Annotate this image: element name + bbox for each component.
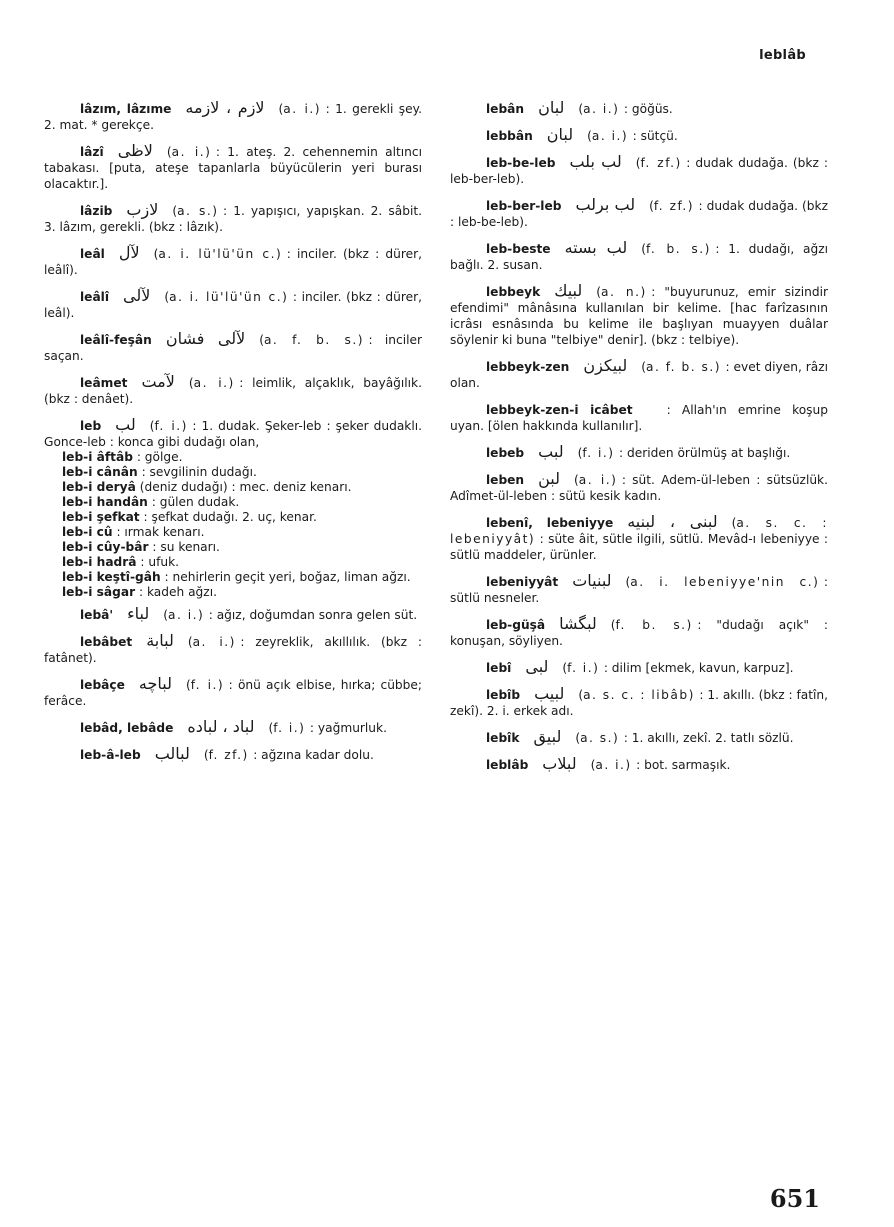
sub-definition: : ırmak kenarı. — [116, 525, 205, 539]
definition: : "dudağı açık" : konuşan, söyliyen. — [450, 618, 828, 648]
grammar-note: (a. n.) — [596, 285, 646, 299]
dictionary-entry — [450, 514, 828, 563]
arabic-spelling: لبيب — [534, 684, 565, 703]
sub-entry — [44, 570, 422, 585]
headword: lebbân — [486, 129, 533, 143]
arabic-spelling: لاظى — [117, 141, 153, 160]
headword: lebâd, lebâde — [80, 721, 174, 735]
sub-term: leb-i hadrâ — [62, 555, 137, 569]
sub-definition: : su kenarı. — [152, 540, 220, 554]
sub-entry — [44, 510, 422, 525]
headword: lâzib — [80, 204, 113, 218]
arabic-spelling: لازب — [126, 200, 159, 219]
grammar-note: (f. zf.) — [203, 748, 248, 762]
dictionary-entry — [450, 127, 828, 144]
sub-term: leb-i handân — [62, 495, 148, 509]
headword: leâl — [80, 247, 105, 261]
dictionary-entry — [450, 197, 828, 230]
sub-term: leb-i cânân — [62, 465, 138, 479]
grammar-note: (f. b. s.) — [641, 242, 710, 256]
grammar-note: (a. i. lebeniyye'nin c.) — [625, 575, 818, 589]
running-head: leblâb — [759, 48, 806, 63]
grammar-note: (a. i.) — [574, 473, 616, 487]
dictionary-entry — [450, 283, 828, 348]
definition: : Allah'ın emrine koşup uyan. [ölen hakkında kullanılır]. — [450, 403, 828, 433]
definition: : 1. dudak. Şeker-leb : şeker dudaklı. Gonce-leb : konca gibi dudağı olan, — [44, 419, 422, 449]
sub-entry — [44, 465, 422, 480]
definition: : 1. gerekli şey. 2. mat. * gerekçe. — [44, 102, 422, 132]
dictionary-entry — [44, 245, 422, 278]
sub-definition: (deniz dudağı) : mec. deniz kenarı. — [139, 480, 352, 494]
grammar-note: (a. i.) — [166, 145, 210, 159]
definition: : ağız, doğumdan sonra gelen süt. — [208, 608, 418, 622]
definition: : evet diyen, râzı olan. — [450, 360, 828, 390]
headword: lebîb — [486, 688, 521, 702]
sub-definition: : gülen dudak. — [151, 495, 240, 509]
grammar-note: (a. i.) — [163, 608, 203, 622]
sub-definition: : sevgilinin dudağı. — [141, 465, 257, 479]
headword: leb — [80, 419, 102, 433]
grammar-note: (f. zf.) — [635, 156, 681, 170]
sub-entry — [44, 450, 422, 465]
dictionary-entry — [44, 202, 422, 235]
definition: : inciler saçan. — [44, 333, 423, 363]
headword: leben — [486, 473, 525, 487]
arabic-spelling: لبان — [546, 125, 574, 144]
arabic-spelling: لباد ، لباده — [187, 717, 255, 736]
grammar-note: (f. b. s.) — [610, 618, 692, 632]
headword: lebbeyk-zen — [486, 360, 570, 374]
arabic-spelling: لبابة — [146, 631, 174, 650]
dictionary-entry — [450, 240, 828, 273]
arabic-spelling: لآلى — [123, 286, 151, 305]
arabic-spelling: لآلى فشان — [165, 329, 246, 348]
definition: : göğüs. — [623, 102, 673, 116]
dictionary-entry — [44, 288, 422, 321]
sub-term: leb-i keştî-gâh — [62, 570, 161, 584]
definition: : leimlik, alçaklık, bayâğılık. (bkz : denâet). — [44, 376, 422, 406]
definition: : süte âit, sütle ilgili, sütlü. Mevâd-ı lebeniyye : sütlü maddeler, ürünler. — [450, 532, 828, 562]
headword: lebân — [486, 102, 525, 116]
dictionary-entry — [44, 746, 422, 763]
grammar-note: (a. i.) — [278, 102, 320, 116]
dictionary-entry — [44, 100, 422, 133]
sub-term: leb-i cûy-bâr — [62, 540, 149, 554]
arabic-spelling: لازم ، لازمه — [185, 98, 265, 117]
headword: lâzım, lâzıme — [80, 102, 172, 116]
arabic-spelling: لبن — [538, 469, 561, 488]
grammar-note: (f. i.) — [577, 446, 614, 460]
headword: lebeniyyât — [486, 575, 559, 589]
sub-entry — [44, 555, 422, 570]
sub-term: leb-i cû — [62, 525, 113, 539]
definition: : deriden örülmüş at başlığı. — [619, 446, 791, 460]
dictionary-entry — [450, 154, 828, 187]
dictionary-entry — [450, 659, 828, 676]
grammar-note: (f. i.) — [562, 661, 598, 675]
dictionary-entry — [450, 686, 828, 719]
grammar-note: (a. i. lü'lü'ün c.) — [153, 247, 281, 261]
grammar-note: (a. i.) — [587, 129, 627, 143]
arabic-spelling: لآمت — [141, 372, 175, 391]
sub-term: leb-i şefkat — [62, 510, 140, 524]
arabic-spelling: لباء — [127, 604, 150, 623]
grammar-note: (a. s. c. : lebeniyyât) — [450, 516, 829, 546]
grammar-note: (a. i.) — [188, 376, 234, 390]
grammar-note: (a. f. b. s.) — [641, 360, 720, 374]
definition: : 1. yapışıcı, yapışkan. 2. sâbit. 3. lâzım, gerekli. (bkz : lâzık). — [44, 204, 422, 234]
definition: : dudak dudağa. (bkz : leb-be-leb). — [450, 199, 828, 229]
arabic-spelling: لآل — [118, 243, 140, 262]
sub-definition: : gölge. — [136, 450, 183, 464]
arabic-spelling: لبان — [538, 98, 565, 117]
sub-entry — [44, 540, 422, 555]
left-column — [44, 100, 422, 773]
definition: : sütlü nesneler. — [450, 575, 828, 605]
definition: : sütçü. — [632, 129, 678, 143]
grammar-note: (f. zf.) — [649, 199, 693, 213]
definition: : inciler. (bkz : dürer, leâlî). — [44, 247, 422, 277]
arabic-spelling: لب برلب — [575, 195, 636, 214]
headword: leâlî-feşân — [80, 333, 152, 347]
definition: : bot. sarmaşık. — [636, 758, 731, 772]
headword: leb-beste — [486, 242, 551, 256]
arabic-spelling: لبى — [525, 657, 549, 676]
grammar-note: (f. i.) — [268, 721, 304, 735]
headword: lebâçe — [80, 678, 125, 692]
arabic-spelling: لب بسته — [564, 238, 628, 257]
headword: leb-ber-leb — [486, 199, 562, 213]
headword: leb-be-leb — [486, 156, 556, 170]
dictionary-entry — [450, 573, 828, 606]
definition: : 1. ateş. 2. cehennemin altıncı tabakası. [puta, ateşe tapanlarla büyücülerin yeri burası olacaktır.]. — [44, 145, 422, 191]
arabic-spelling: لبيك — [554, 281, 583, 300]
headword: lebeb — [486, 446, 525, 460]
dictionary-entry — [44, 417, 422, 600]
definition: : "buyurunuz, emir sizindir efendimi" mânâsına kullanılan bir kelime. [hac farîzasının icrâsı esnâsında bu kelime ile başlıyan muayyen duâlar söylenir ki buna "telbiye" denir]. (bkz : telbiye). — [450, 285, 828, 347]
dictionary-entry — [44, 374, 422, 407]
grammar-note: (a. s.) — [172, 204, 217, 218]
dictionary-entry — [44, 633, 422, 666]
sub-entry — [44, 480, 422, 495]
headword: leb-güşâ — [486, 618, 546, 632]
sub-definition: : nehirlerin geçit yeri, boğaz, liman ağzı. — [164, 570, 411, 584]
definition: : 1. dudağı, ağzı bağlı. 2. susan. — [450, 242, 828, 272]
dictionary-entry — [450, 358, 828, 391]
grammar-note: (a. i.) — [590, 758, 631, 772]
definition: : dilim [ekmek, kavun, karpuz]. — [603, 661, 794, 675]
definition: : yağmurluk. — [309, 721, 387, 735]
arabic-spelling: لب بلب — [569, 152, 622, 171]
dictionary-entry — [450, 756, 828, 773]
sub-entry — [44, 585, 422, 600]
arabic-spelling: لبب — [538, 442, 564, 461]
dictionary-entry — [450, 100, 828, 117]
headword: lebî — [486, 661, 512, 675]
dictionary-entry — [44, 719, 422, 736]
grammar-note: (f. i.) — [149, 419, 187, 433]
grammar-note: (a. f. b. s.) — [259, 333, 363, 347]
headword: lebenî, lebeniyye — [486, 516, 614, 530]
definition: : dudak dudağa. (bkz : leb-ber-leb). — [450, 156, 828, 186]
headword: leb-â-leb — [80, 748, 141, 762]
right-column — [450, 100, 828, 783]
dictionary-entry — [450, 616, 828, 649]
definition: : 1. akıllı, zekî. 2. tatlı sözlü. — [623, 731, 794, 745]
headword: lebîk — [486, 731, 520, 745]
arabic-spelling: لبگشا — [559, 614, 597, 633]
definition: : inciler. (bkz : dürer, leâl). — [44, 290, 422, 320]
sub-term: leb-i deryâ — [62, 480, 136, 494]
sub-entry — [44, 525, 422, 540]
dictionary-entry — [450, 729, 828, 746]
headword: lebbeyk — [486, 285, 541, 299]
arabic-spelling: لبيق — [533, 727, 562, 746]
grammar-note: (f. i.) — [185, 678, 223, 692]
definition: : 1. akıllı. (bkz : fatîn, zekî). 2. i. erkek adı. — [450, 688, 829, 718]
page-number: 651 — [769, 1184, 820, 1213]
dictionary-entry — [44, 331, 422, 364]
grammar-note: (a. s. c. : libâb) — [578, 688, 694, 702]
grammar-note: (a. i. lü'lü'ün c.) — [164, 290, 287, 304]
arabic-spelling: لبلاب — [542, 754, 577, 773]
grammar-note: (a. s.) — [575, 731, 618, 745]
definition: : süt. Adem-ül-leben : sütsüzlük. Adîmet-ül-leben : sütü kesik kadın. — [450, 473, 828, 503]
dictionary-entry — [450, 401, 828, 434]
arabic-spelling: لب — [115, 415, 136, 434]
definition: : ağzına kadar dolu. — [253, 748, 374, 762]
sub-definition: : şefkat dudağı. 2. uç, kenar. — [143, 510, 317, 524]
arabic-spelling: لبالب — [154, 744, 190, 763]
headword: lâzî — [80, 145, 104, 159]
sub-term: leb-i sâgar — [62, 585, 136, 599]
grammar-note: (a. i.) — [578, 102, 618, 116]
dictionary-entry — [450, 471, 828, 504]
definition: : zeyreklik, akıllılık. (bkz : fatânet). — [44, 635, 422, 665]
arabic-spelling: لبيكزن — [583, 356, 628, 375]
sub-term: leb-i âftâb — [62, 450, 133, 464]
headword: lebbeyk-zen-i icâbet — [486, 403, 633, 417]
sub-definition: : kadeh ağzı. — [138, 585, 217, 599]
grammar-note: (a. i.) — [187, 635, 235, 649]
headword: lebâ' — [80, 608, 114, 622]
arabic-spelling: لبنيات — [572, 571, 612, 590]
headword: leblâb — [486, 758, 529, 772]
dictionary-entry — [44, 676, 422, 709]
sub-entry — [44, 495, 422, 510]
headword: lebâbet — [80, 635, 133, 649]
dictionary-entry — [450, 444, 828, 461]
definition: : önü açık elbise, hırka; cübbe; ferâce. — [44, 678, 422, 708]
sub-definition: : ufuk. — [140, 555, 180, 569]
dictionary-entry — [44, 606, 422, 623]
headword: leâmet — [80, 376, 128, 390]
arabic-spelling: لباچه — [138, 674, 172, 693]
headword: leâlî — [80, 290, 110, 304]
dictionary-entry — [44, 143, 422, 192]
arabic-spelling: لبنى ، لبنيه — [627, 512, 718, 531]
